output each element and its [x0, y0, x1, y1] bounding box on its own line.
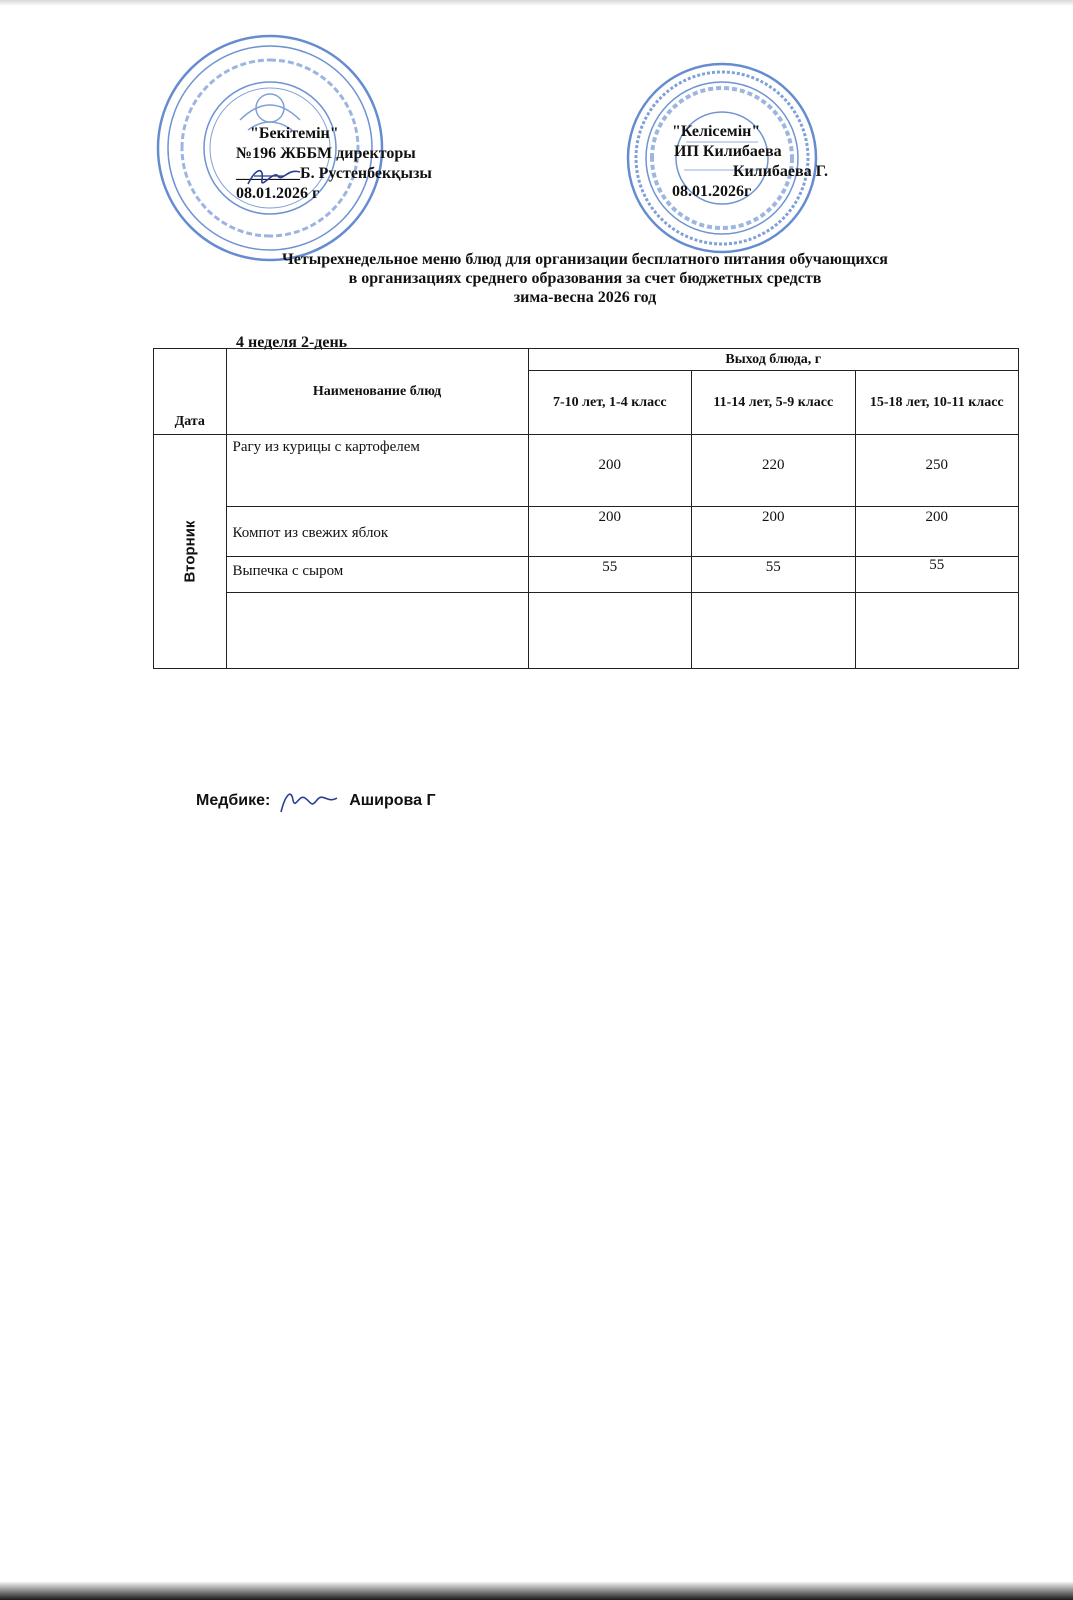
portion-value: 250 [855, 435, 1019, 507]
empty-cell [528, 593, 691, 669]
approval-company: ИП Килибаева [674, 143, 782, 160]
empty-cell [226, 593, 528, 669]
approval-heading: "Бекітемін" [250, 125, 339, 142]
approval-signer: ________Б. Рустенбекқызы [236, 165, 432, 182]
portion-value: 200 [692, 507, 855, 557]
day-cell [154, 435, 227, 669]
title-line-1: Четырехнедельное меню блюд для организации бесплатного питания обучающихся [282, 251, 888, 268]
director-signature [244, 162, 304, 192]
header-date: Дата [154, 349, 227, 435]
approval-position: №196 ЖББМ директоры [236, 145, 416, 162]
day-label: Вторник [181, 520, 199, 582]
week-day-label: 4 неделя 2-день [236, 334, 348, 351]
portion-value: 200 [855, 507, 1019, 557]
header-age-group: 15-18 лет, 10-11 класс [855, 371, 1019, 435]
menu-table [153, 348, 1019, 669]
approval-block-supplier [668, 122, 828, 202]
menu-title [150, 250, 1020, 307]
table-row [154, 557, 1019, 593]
scan-edge-top [0, 0, 1073, 6]
table-row [154, 435, 1019, 507]
medic-name: Аширова Г [349, 792, 436, 810]
header-output: Выход блюда, г [528, 349, 1018, 371]
portion-value: 55 [528, 557, 691, 593]
medic-signature-line [196, 786, 436, 816]
empty-cell [855, 593, 1019, 669]
dish-name: Выпечка с сыром [226, 557, 528, 593]
empty-cell [692, 593, 855, 669]
approval-signer: Килибаева Г. [732, 163, 828, 180]
medic-label: Медбике: [196, 792, 271, 810]
portion-value: 55 [692, 557, 855, 593]
portion-value: 220 [692, 435, 855, 507]
dish-name: Рагу из курицы с картофелем [226, 435, 528, 507]
table-row-empty [154, 593, 1019, 669]
approval-date: 08.01.2026г [672, 183, 752, 200]
table-row [154, 507, 1019, 557]
header-age-group: 7-10 лет, 1-4 класс [528, 371, 691, 435]
portion-value: 200 [528, 507, 691, 557]
header-dish-name: Наименование блюд [226, 349, 528, 435]
table-header-row [154, 349, 1019, 371]
approval-heading: "Келісемін" [672, 123, 761, 140]
title-line-2: в организациях среднего образования за счет бюджетных средств [348, 270, 822, 287]
approval-date: 08.01.2026 г [236, 185, 320, 202]
portion-value: 200 [528, 435, 691, 507]
header-age-group: 11-14 лет, 5-9 класс [692, 371, 855, 435]
portion-value: 55 [855, 557, 1019, 593]
dish-name: Компот из свежих яблок [226, 507, 528, 557]
scan-edge-bottom [0, 1582, 1073, 1600]
title-line-3: зима-весна 2026 год [513, 289, 657, 306]
medic-signature [275, 786, 345, 816]
